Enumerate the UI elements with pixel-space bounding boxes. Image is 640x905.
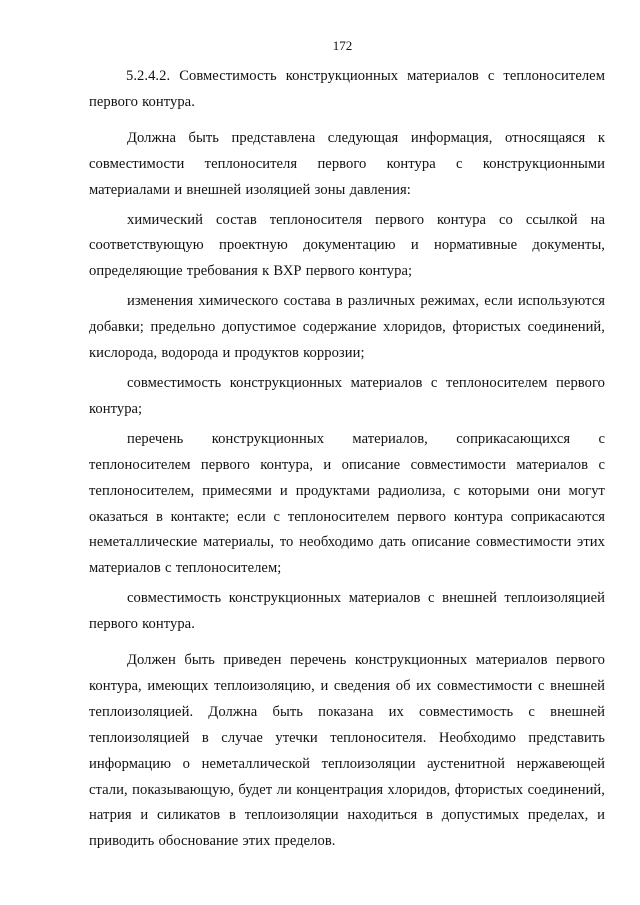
paragraph-intro: Должна быть представлена следующая информация, относящаяся к совместимости теплоносителя первого контура с конструкционными материалами и внешней изоляцией зоны давления: <box>89 129 605 198</box>
paragraph-composition-changes: изменения химического состава в различных режимах, если используются добавки; предельно допустимое содержание хлоридов, фтористых соединений, кислорода, водорода и продуктов коррозии; <box>89 293 605 362</box>
paragraph-chemical-composition: химический состав теплоносителя первого контура со ссылкой на соответствующую проектную документацию и нормативные документы, определяющие требования к ВХР первого контура; <box>89 211 605 280</box>
paragraph-insulation-compatibility: совместимость конструкционных материалов с внешней теплоизоляцией первого контура. <box>89 590 605 633</box>
paragraph-insulation-requirements: Должен быть приведен перечень конструкционных материалов первого контура, имеющих теплоизоляцию, и сведения об их совместимости с внешней теплоизоляцией. Должна быть показана их совместимость с внешней теплоизоляцией в случае утечки теплоносителя. Необходимо представить информацию о неметаллической теплоизоляции аустенитной нержавеющей стали, показывающую, будет ли концентрация хлоридов, фтористых соединений, натрия и силикатов в теплоизоляции находиться в допустимых пределах, и приводить обоснование этих пределов. <box>89 652 605 850</box>
paragraph-coolant-compatibility: совместимость конструкционных материалов с теплоносителем первого контура; <box>89 374 605 417</box>
document-body <box>89 64 605 855</box>
paragraph-materials-list: перечень конструкционных материалов, соприкасающихся с теплоносителем первого контура, и описание совместимости материалов с теплоносителем, примесями и продуктами радиолиза, с которыми они могут оказаться в контакте; если с теплоносителем первого контура соприкасаются неметаллические материалы, то необходимо дать описание совместимости этих материалов с теплоносителем; <box>89 430 605 577</box>
page-number: 172 <box>332 38 353 53</box>
section-heading: 5.2.4.2. Совместимость конструкционных материалов с теплоносителем первого контура. <box>89 68 605 110</box>
